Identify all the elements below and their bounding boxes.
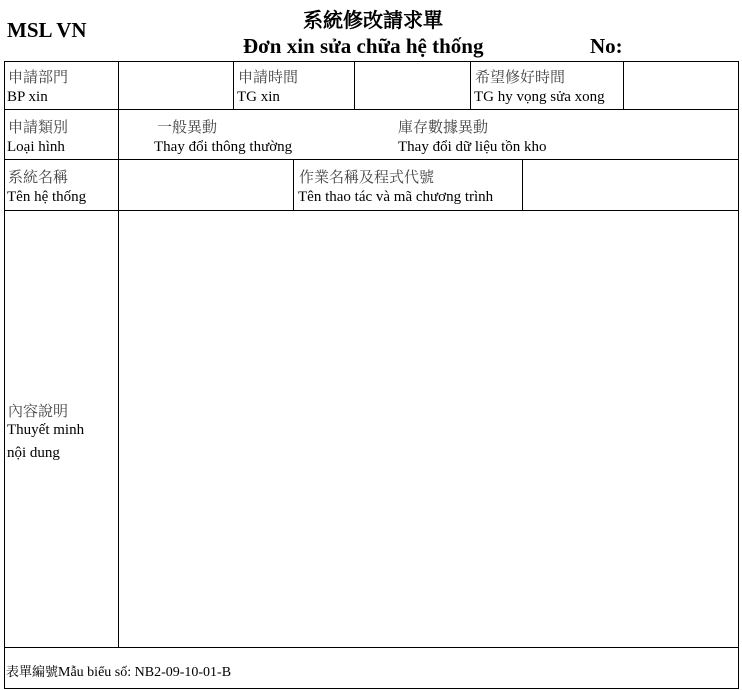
dept-field[interactable] [119,62,233,109]
table-border-left [4,61,5,689]
row2-col-divider [118,109,119,160]
content-label-zh: 內容說明 [8,402,69,420]
type-label-vi: Loại hình [7,139,65,155]
system-name-label-zh: 系統名稱 [8,168,69,186]
content-label-vi-line2: nội dung [7,445,60,461]
content-label-vi-line1: Thuyết minh [7,422,85,438]
row1-col-divider-2 [233,61,234,110]
form-number-label: No: [590,34,623,58]
form-code-zh: 表單編號 [6,665,59,680]
operation-label-zh: 作業名稱及程式代號 [299,168,435,186]
form-code [6,661,231,681]
row1-col-divider-4 [470,61,471,110]
row-divider-4 [4,647,739,648]
option-inventory-zh[interactable]: 庫存數據異動 [398,118,489,136]
system-name-label-vi: Tên hệ thống [7,189,87,205]
operation-label-vi: Tên thao tác và mã chương trình [298,189,494,205]
table-border-bottom [4,688,739,689]
dept-label-zh: 申請部門 [8,68,69,86]
dept-label-vi: BP xin [7,89,48,105]
form-code-vi: Mẫu biểu số: NB2-09-10-01-B [58,665,232,680]
hope-time-label-vi: TG hy vọng sửa xong [474,89,605,105]
hope-time-label-zh: 希望修好時間 [475,68,566,86]
option-general-vi[interactable]: Thay đổi thông thường [154,139,293,155]
apply-time-label-vi: TG xin [237,89,280,105]
operation-field[interactable] [523,160,738,210]
form-title-chinese: 系統修改請求單 [303,8,443,32]
table-border-right [738,61,739,689]
company-name: MSL VN [7,18,87,42]
system-name-field[interactable] [119,160,293,210]
hope-time-field[interactable] [624,62,738,109]
form-title-vietnamese: Đơn xin sửa chữa hệ thống [243,34,484,58]
option-general-zh[interactable]: 一般異動 [157,118,218,136]
content-field[interactable] [119,211,738,647]
option-inventory-vi[interactable]: Thay đổi dữ liệu tồn kho [398,139,547,155]
apply-time-label-zh: 申請時間 [238,68,299,86]
apply-time-field[interactable] [355,62,470,109]
type-label-zh: 申請類別 [8,118,69,136]
row-divider-1 [4,109,739,110]
row3-col-divider-2 [293,159,294,211]
